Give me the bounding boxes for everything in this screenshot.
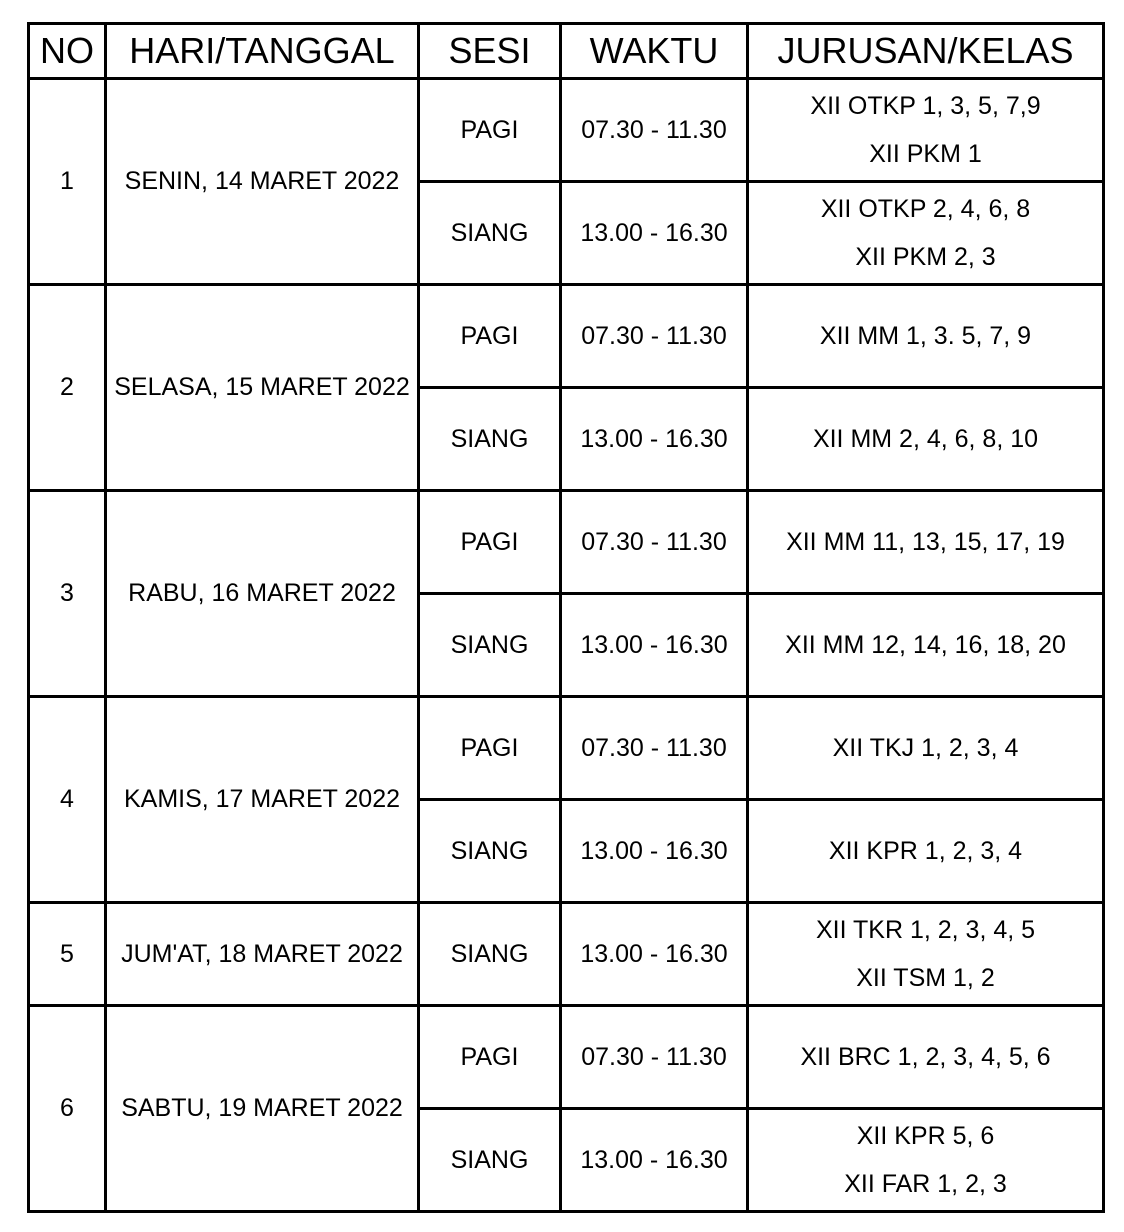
session-time: 13.00 - 16.30	[561, 1109, 748, 1212]
class-list: XII MM 11, 13, 15, 17, 19	[748, 491, 1104, 594]
class-list	[748, 79, 1104, 182]
session-name: SIANG	[419, 1109, 561, 1212]
class-line: XII OTKP 1, 3, 5, 7,9	[810, 92, 1041, 120]
session-time: 07.30 - 11.30	[561, 79, 748, 182]
day-date: JUM'AT, 18 MARET 2022	[106, 903, 419, 1006]
day-date: SABTU, 19 MARET 2022	[106, 1006, 419, 1212]
class-list: XII BRC 1, 2, 3, 4, 5, 6	[748, 1006, 1104, 1109]
session-name: PAGI	[419, 285, 561, 388]
session-name: PAGI	[419, 1006, 561, 1109]
class-line: XII OTKP 2, 4, 6, 8	[820, 195, 1031, 223]
row-number: 2	[29, 285, 106, 491]
class-list: XII MM 2, 4, 6, 8, 10	[748, 388, 1104, 491]
day-date: RABU, 16 MARET 2022	[106, 491, 419, 697]
session-name: PAGI	[419, 491, 561, 594]
header-jurusan-kelas: JURUSAN/KELAS	[748, 24, 1104, 79]
day-date: KAMIS, 17 MARET 2022	[106, 697, 419, 903]
session-time: 07.30 - 11.30	[561, 1006, 748, 1109]
day-date: SENIN, 14 MARET 2022	[106, 79, 419, 285]
session-time: 13.00 - 16.30	[561, 903, 748, 1006]
session-name: PAGI	[419, 79, 561, 182]
day-date: SELASA, 15 MARET 2022	[106, 285, 419, 491]
class-list: XII KPR 1, 2, 3, 4	[748, 800, 1104, 903]
header-no: NO	[29, 24, 106, 79]
table-row	[29, 79, 1104, 182]
class-line: XII KPR 5, 6	[856, 1122, 995, 1150]
class-line: XII PKM 2, 3	[855, 243, 996, 271]
header-row	[29, 24, 1104, 79]
table-row	[29, 1006, 1104, 1109]
table-row	[29, 903, 1104, 1006]
session-time: 07.30 - 11.30	[561, 697, 748, 800]
session-time: 13.00 - 16.30	[561, 800, 748, 903]
session-name: SIANG	[419, 903, 561, 1006]
session-time: 07.30 - 11.30	[561, 285, 748, 388]
row-number: 1	[29, 79, 106, 285]
session-time: 13.00 - 16.30	[561, 388, 748, 491]
class-list: XII TKJ 1, 2, 3, 4	[748, 697, 1104, 800]
session-name: SIANG	[419, 182, 561, 285]
session-time: 07.30 - 11.30	[561, 491, 748, 594]
class-line: XII FAR 1, 2, 3	[844, 1170, 1007, 1198]
row-number: 6	[29, 1006, 106, 1212]
session-time: 13.00 - 16.30	[561, 182, 748, 285]
table-row	[29, 491, 1104, 594]
session-time: 13.00 - 16.30	[561, 594, 748, 697]
class-list	[748, 903, 1104, 1006]
session-name: SIANG	[419, 800, 561, 903]
table-row	[29, 697, 1104, 800]
class-list: XII MM 12, 14, 16, 18, 20	[748, 594, 1104, 697]
class-line: XII PKM 1	[869, 140, 982, 168]
row-number: 4	[29, 697, 106, 903]
class-line: XII TKR 1, 2, 3, 4, 5	[815, 916, 1036, 944]
exam-schedule-table	[27, 22, 1105, 1213]
row-number: 5	[29, 903, 106, 1006]
header-sesi: SESI	[419, 24, 561, 79]
class-list: XII MM 1, 3. 5, 7, 9	[748, 285, 1104, 388]
header-hari-tanggal: HARI/TANGGAL	[106, 24, 419, 79]
session-name: PAGI	[419, 697, 561, 800]
session-name: SIANG	[419, 388, 561, 491]
class-list	[748, 182, 1104, 285]
class-list	[748, 1109, 1104, 1212]
schedule-body	[29, 79, 1104, 1212]
row-number: 3	[29, 491, 106, 697]
class-line: XII TSM 1, 2	[856, 964, 995, 992]
header-waktu: WAKTU	[561, 24, 748, 79]
session-name: SIANG	[419, 594, 561, 697]
table-row	[29, 285, 1104, 388]
